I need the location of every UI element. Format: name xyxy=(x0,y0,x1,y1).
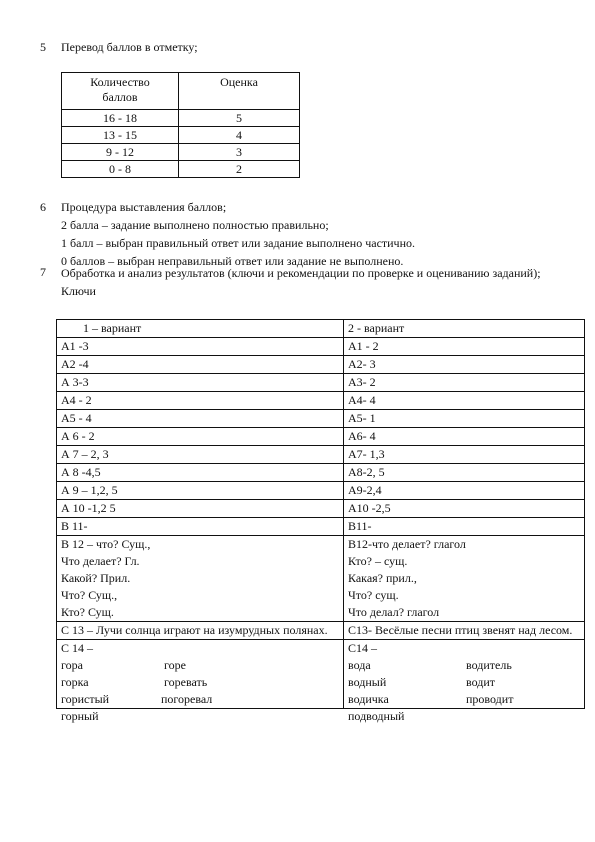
variant-1-answer: В 11- xyxy=(57,518,344,536)
table-header-row xyxy=(62,73,300,110)
word: горка xyxy=(61,675,89,689)
variant-2-header: 2 - вариант xyxy=(344,320,585,338)
variant-2-answer: А1 - 2 xyxy=(344,338,585,356)
header-points: Количество баллов xyxy=(62,73,179,110)
variant-2-c13: С13- Весёлые песни птиц звенят над лесом. xyxy=(344,622,585,640)
variant-1-answer: А 8 -4,5 xyxy=(57,464,344,482)
variant-1-c14 xyxy=(57,640,344,723)
variant-2-answer: А5- 1 xyxy=(344,410,585,428)
table-row xyxy=(57,338,585,356)
table-row xyxy=(62,127,300,144)
points-cell: 13 - 15 xyxy=(62,127,179,144)
word: вода xyxy=(348,658,371,672)
keys-label: Ключи xyxy=(61,284,96,298)
variant-1-answer: А 9 – 1,2, 5 xyxy=(57,482,344,500)
grade-cell: 4 xyxy=(179,127,300,144)
variant-2-answer: А7- 1,3 xyxy=(344,446,585,464)
c14-title: С14 – xyxy=(348,641,378,655)
table-row xyxy=(57,518,585,536)
procedure-title: Процедура выставления баллов; xyxy=(61,200,227,214)
table-row xyxy=(57,500,585,518)
word: проводит xyxy=(466,692,514,706)
variant-1-answer: А5 - 4 xyxy=(57,410,344,428)
table-row xyxy=(57,410,585,428)
procedure-line: 1 балл – выбран правильный ответ или задание выполнено частично. xyxy=(61,236,416,250)
keys-header-row xyxy=(57,320,585,338)
grade-cell: 2 xyxy=(179,161,300,178)
analysis-text: Обработка и анализ результатов (ключи и рекомендации по проверке и оцениванию заданий); xyxy=(61,266,541,280)
word: гора xyxy=(61,658,83,672)
points-cell: 16 - 18 xyxy=(62,110,179,127)
word: водный xyxy=(348,675,387,689)
variant-2-answer: В11- xyxy=(344,518,585,536)
word: горевать xyxy=(164,675,208,689)
variant-1-answer: А 3-3 xyxy=(57,374,344,392)
procedure-line: 2 балла – задание выполнено полностью правильно; xyxy=(61,218,329,232)
section-title: Перевод баллов в отметку; xyxy=(61,40,198,54)
variant-1-header: 1 – вариант xyxy=(57,320,344,338)
table-row xyxy=(62,144,300,161)
table-row-c14 xyxy=(57,640,585,709)
points-cell: 9 - 12 xyxy=(62,144,179,161)
table-row xyxy=(57,482,585,500)
variant-1-c13: С 13 – Лучи солнца играют на изумрудных полянах. xyxy=(57,622,344,640)
variant-1-b12: В 12 – что? Сущ., Что делает? Гл. Какой? Прил. Что? Сущ., Кто? Сущ. xyxy=(57,536,344,622)
variant-1-answer: А 7 – 2, 3 xyxy=(57,446,344,464)
table-row xyxy=(57,464,585,482)
points-cell: 0 - 8 xyxy=(62,161,179,178)
table-row xyxy=(57,446,585,464)
scoring-procedure xyxy=(61,199,415,271)
variant-2-b12: В12-что делает? глагол Кто? – сущ. Какая? прил., Что? сущ. Что делал? глагол xyxy=(344,536,585,622)
variant-1-answer: А 10 -1,2 5 xyxy=(57,500,344,518)
grade-cell: 3 xyxy=(179,144,300,161)
variant-1-answer: А2 -4 xyxy=(57,356,344,374)
analysis-paragraph xyxy=(61,264,581,300)
word: водичка xyxy=(348,692,389,706)
table-row xyxy=(57,392,585,410)
table-row xyxy=(62,161,300,178)
word-family-list xyxy=(348,640,580,723)
table-row-c13 xyxy=(57,622,585,640)
word: гористый xyxy=(61,692,110,706)
variant-2-answer: А3- 2 xyxy=(344,374,585,392)
word: горный xyxy=(61,709,99,723)
variant-2-c14 xyxy=(344,640,585,723)
grade-conversion-table xyxy=(61,72,300,178)
table-row xyxy=(57,374,585,392)
word: подводный xyxy=(348,709,405,723)
variant-2-answer: А2- 3 xyxy=(344,356,585,374)
section-number: 5 xyxy=(40,40,46,54)
section-number: 7 xyxy=(40,265,46,279)
c14-title: С 14 – xyxy=(61,641,94,655)
variant-2-answer: А10 -2,5 xyxy=(344,500,585,518)
word: погоревал xyxy=(161,692,213,706)
variant-1-answer: А4 - 2 xyxy=(57,392,344,410)
variant-2-answer: А6- 4 xyxy=(344,428,585,446)
variant-2-answer: А4- 4 xyxy=(344,392,585,410)
word-family-list xyxy=(61,640,339,723)
word: водит xyxy=(466,675,496,689)
procedure-line: 0 баллов – выбран неправильный ответ или задание не выполнено. xyxy=(61,254,404,268)
variant-2-answer: А8-2, 5 xyxy=(344,464,585,482)
table-row xyxy=(57,356,585,374)
table-row xyxy=(57,428,585,446)
variant-1-answer: А1 -3 xyxy=(57,338,344,356)
variant-1-answer: А 6 - 2 xyxy=(57,428,344,446)
table-row xyxy=(62,110,300,127)
word: водитель xyxy=(466,658,512,672)
section-number: 6 xyxy=(40,200,46,214)
grade-cell: 5 xyxy=(179,110,300,127)
answer-keys-table xyxy=(56,319,585,723)
word: горе xyxy=(164,658,186,672)
table-row-b12 xyxy=(57,536,585,622)
header-grade: Оценка xyxy=(179,73,300,110)
variant-2-answer: А9-2,4 xyxy=(344,482,585,500)
